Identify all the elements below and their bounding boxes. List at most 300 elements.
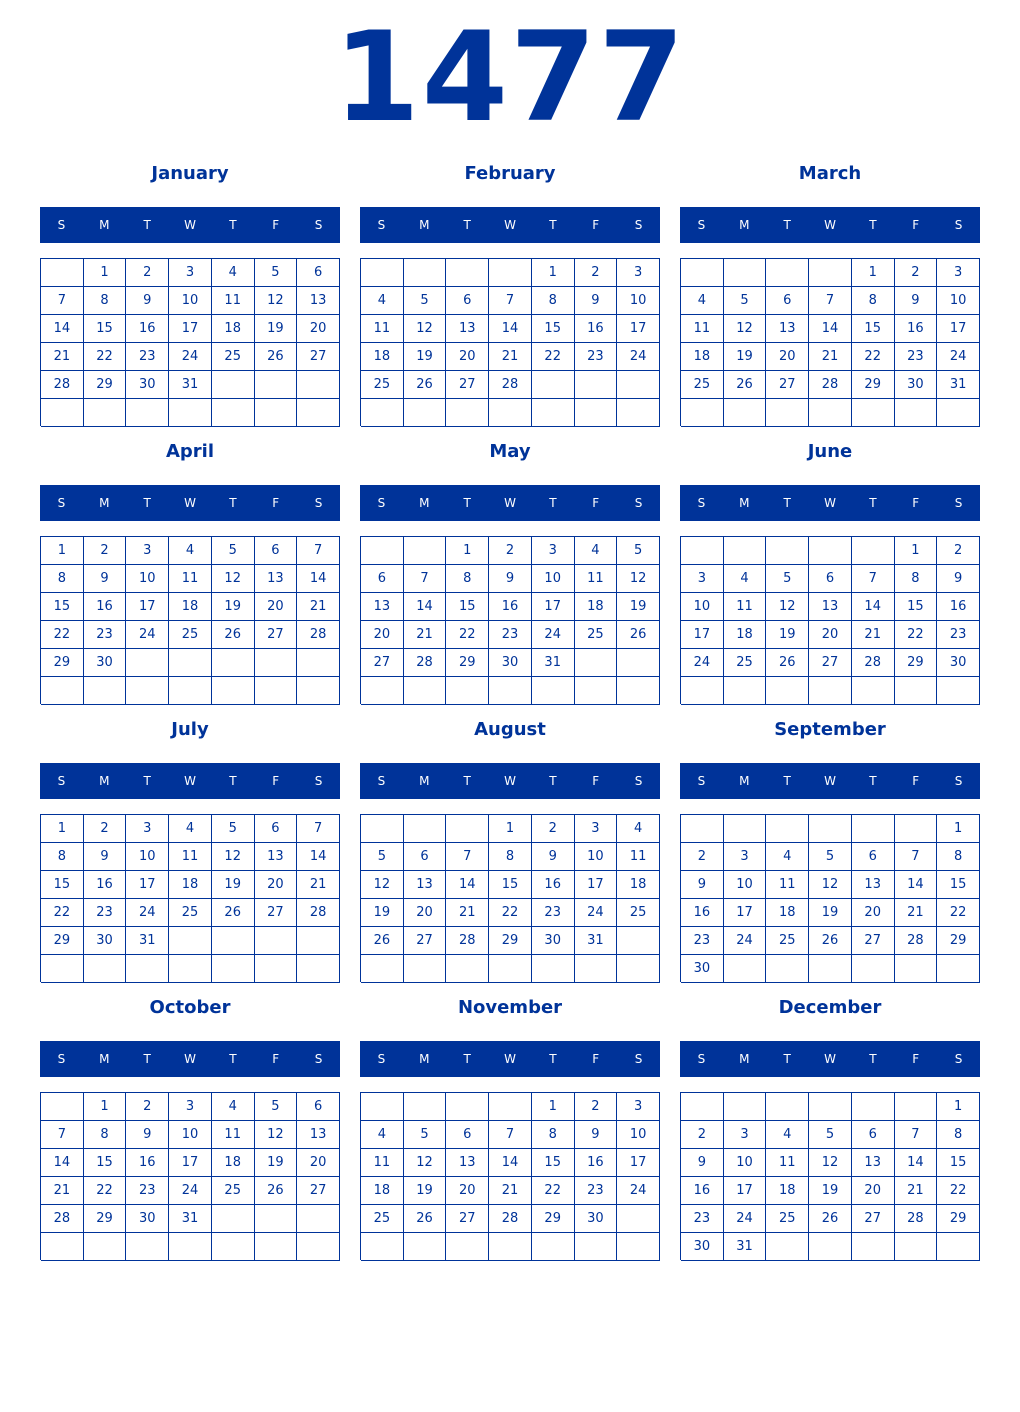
weekday-label: T — [229, 496, 237, 510]
day-cell: 15 — [41, 871, 84, 899]
empty-day-cell — [212, 677, 255, 705]
day-cell: 24 — [169, 1177, 212, 1205]
empty-day-cell — [212, 399, 255, 427]
day-cell: 3 — [724, 843, 767, 871]
day-cell: 7 — [41, 287, 84, 315]
day-cell: 7 — [489, 287, 532, 315]
day-cell: 17 — [126, 593, 169, 621]
day-cell: 11 — [212, 287, 255, 315]
weekday-label: T — [869, 496, 877, 510]
day-cell: 29 — [41, 649, 84, 677]
day-cell: 29 — [41, 927, 84, 955]
month-june — [680, 436, 980, 702]
day-cell: 19 — [809, 1177, 852, 1205]
weekday-header — [680, 485, 980, 521]
day-cell: 8 — [41, 565, 84, 593]
weekday-header — [680, 207, 980, 243]
empty-day-cell — [809, 1093, 852, 1121]
day-cell: 10 — [617, 1121, 660, 1149]
day-cell: 26 — [617, 621, 660, 649]
day-cell: 24 — [937, 343, 980, 371]
empty-day-cell — [404, 399, 447, 427]
empty-day-cell — [84, 677, 127, 705]
day-cell: 30 — [126, 371, 169, 399]
day-cell: 18 — [169, 593, 212, 621]
weekday-label: F — [912, 1052, 920, 1066]
day-cell: 11 — [169, 565, 212, 593]
month-may — [360, 436, 660, 702]
empty-day-cell — [255, 1205, 298, 1233]
weekday-label: M — [99, 218, 110, 232]
empty-day-cell — [724, 677, 767, 705]
day-cell: 16 — [937, 593, 980, 621]
day-cell: 21 — [895, 899, 938, 927]
day-cell: 5 — [809, 843, 852, 871]
empty-day-cell — [809, 677, 852, 705]
weekday-label: S — [697, 774, 706, 788]
weekday-label: F — [272, 496, 280, 510]
day-cell: 26 — [404, 1205, 447, 1233]
day-cell: 21 — [489, 343, 532, 371]
day-cell: 26 — [212, 899, 255, 927]
weekday-label: W — [824, 1052, 836, 1066]
empty-day-cell — [724, 537, 767, 565]
day-cell: 8 — [532, 287, 575, 315]
day-cell: 30 — [681, 1233, 724, 1261]
empty-day-cell — [169, 927, 212, 955]
day-cell: 4 — [361, 287, 404, 315]
day-cell: 2 — [84, 537, 127, 565]
empty-day-cell — [575, 677, 618, 705]
day-cell: 14 — [895, 871, 938, 899]
day-cell: 4 — [617, 815, 660, 843]
day-grid — [680, 536, 980, 704]
day-cell: 2 — [126, 1093, 169, 1121]
day-cell: 1 — [41, 537, 84, 565]
weekday-label: S — [697, 496, 706, 510]
day-cell: 13 — [852, 1149, 895, 1177]
day-cell: 31 — [575, 927, 618, 955]
empty-day-cell — [937, 399, 980, 427]
empty-day-cell — [895, 677, 938, 705]
day-cell: 22 — [532, 343, 575, 371]
day-cell: 13 — [766, 315, 809, 343]
day-cell: 20 — [255, 593, 298, 621]
day-cell: 25 — [766, 1205, 809, 1233]
day-cell: 26 — [255, 343, 298, 371]
day-cell: 20 — [852, 1177, 895, 1205]
day-cell: 26 — [212, 621, 255, 649]
day-cell: 19 — [724, 343, 767, 371]
day-cell: 22 — [84, 1177, 127, 1205]
day-cell: 30 — [84, 649, 127, 677]
day-cell: 10 — [532, 565, 575, 593]
day-cell: 11 — [361, 315, 404, 343]
weekday-label: S — [57, 1052, 66, 1066]
empty-day-cell — [724, 259, 767, 287]
day-cell: 8 — [84, 287, 127, 315]
day-cell: 2 — [895, 259, 938, 287]
day-cell: 28 — [404, 649, 447, 677]
day-cell: 19 — [255, 315, 298, 343]
month-november — [360, 992, 660, 1258]
empty-day-cell — [489, 677, 532, 705]
day-cell: 20 — [297, 1149, 340, 1177]
month-name: April — [165, 441, 215, 462]
day-cell: 3 — [681, 565, 724, 593]
day-cell: 7 — [895, 1121, 938, 1149]
day-cell: 11 — [724, 593, 767, 621]
day-cell: 18 — [361, 343, 404, 371]
day-cell: 17 — [126, 871, 169, 899]
day-cell: 11 — [575, 565, 618, 593]
day-cell: 13 — [255, 565, 298, 593]
day-cell: 5 — [809, 1121, 852, 1149]
day-cell: 3 — [724, 1121, 767, 1149]
day-cell: 16 — [575, 1149, 618, 1177]
empty-day-cell — [724, 955, 767, 983]
day-cell: 29 — [489, 927, 532, 955]
month-name: May — [489, 441, 531, 462]
day-cell: 16 — [84, 593, 127, 621]
weekday-label: W — [184, 218, 196, 232]
day-cell: 10 — [617, 287, 660, 315]
empty-day-cell — [297, 371, 340, 399]
empty-day-cell — [255, 927, 298, 955]
day-cell: 14 — [297, 565, 340, 593]
weekday-label: W — [504, 496, 516, 510]
day-cell: 1 — [895, 537, 938, 565]
day-cell: 21 — [446, 899, 489, 927]
day-cell: 25 — [681, 371, 724, 399]
weekday-label: T — [783, 1052, 791, 1066]
empty-day-cell — [809, 537, 852, 565]
weekday-label: T — [869, 1052, 877, 1066]
day-cell: 25 — [361, 1205, 404, 1233]
day-cell: 24 — [617, 1177, 660, 1205]
empty-day-cell — [489, 399, 532, 427]
day-cell: 15 — [489, 871, 532, 899]
day-cell: 9 — [895, 287, 938, 315]
day-cell: 9 — [84, 565, 127, 593]
month-name: August — [474, 719, 546, 740]
empty-day-cell — [766, 399, 809, 427]
weekday-header — [360, 763, 660, 799]
day-cell: 10 — [937, 287, 980, 315]
month-name: September — [774, 719, 886, 740]
day-cell: 4 — [724, 565, 767, 593]
empty-day-cell — [212, 1233, 255, 1261]
day-cell: 17 — [532, 593, 575, 621]
empty-day-cell — [404, 259, 447, 287]
day-cell: 9 — [126, 1121, 169, 1149]
empty-day-cell — [681, 259, 724, 287]
empty-day-cell — [809, 1233, 852, 1261]
day-cell: 14 — [852, 593, 895, 621]
day-cell: 7 — [41, 1121, 84, 1149]
day-cell: 5 — [404, 1121, 447, 1149]
weekday-label: W — [184, 1052, 196, 1066]
empty-day-cell — [212, 649, 255, 677]
day-cell: 14 — [404, 593, 447, 621]
day-cell: 1 — [937, 815, 980, 843]
day-cell: 30 — [937, 649, 980, 677]
weekday-header — [680, 763, 980, 799]
day-cell: 15 — [84, 1149, 127, 1177]
empty-day-cell — [41, 1093, 84, 1121]
day-cell: 12 — [766, 593, 809, 621]
weekday-label: F — [912, 774, 920, 788]
day-cell: 30 — [489, 649, 532, 677]
weekday-label: T — [143, 774, 151, 788]
day-cell: 13 — [361, 593, 404, 621]
day-cell: 20 — [255, 871, 298, 899]
day-cell: 1 — [41, 815, 84, 843]
empty-day-cell — [532, 955, 575, 983]
day-cell: 28 — [895, 1205, 938, 1233]
day-cell: 8 — [937, 1121, 980, 1149]
day-cell: 31 — [937, 371, 980, 399]
weekday-label: F — [592, 218, 600, 232]
empty-day-cell — [255, 677, 298, 705]
empty-day-cell — [297, 399, 340, 427]
day-cell: 12 — [212, 843, 255, 871]
day-cell: 30 — [84, 927, 127, 955]
day-cell: 23 — [84, 621, 127, 649]
empty-day-cell — [212, 371, 255, 399]
day-cell: 26 — [255, 1177, 298, 1205]
day-cell: 25 — [575, 621, 618, 649]
day-cell: 1 — [937, 1093, 980, 1121]
weekday-label: S — [314, 218, 323, 232]
empty-day-cell — [617, 371, 660, 399]
empty-day-cell — [404, 537, 447, 565]
day-cell: 1 — [852, 259, 895, 287]
weekday-label: T — [549, 218, 557, 232]
day-cell: 1 — [84, 259, 127, 287]
empty-day-cell — [681, 537, 724, 565]
empty-day-cell — [575, 399, 618, 427]
day-cell: 8 — [532, 1121, 575, 1149]
day-cell: 24 — [126, 899, 169, 927]
empty-day-cell — [361, 955, 404, 983]
day-cell: 30 — [681, 955, 724, 983]
day-cell: 19 — [809, 899, 852, 927]
year-title: 1477 — [333, 6, 687, 150]
weekday-label: S — [634, 1052, 643, 1066]
day-cell: 18 — [212, 1149, 255, 1177]
day-cell: 11 — [212, 1121, 255, 1149]
day-cell: 7 — [297, 815, 340, 843]
day-cell: 22 — [895, 621, 938, 649]
weekday-label: S — [634, 218, 643, 232]
empty-day-cell — [41, 399, 84, 427]
day-cell: 16 — [532, 871, 575, 899]
empty-day-cell — [446, 1233, 489, 1261]
day-cell: 8 — [852, 287, 895, 315]
empty-day-cell — [361, 399, 404, 427]
day-cell: 7 — [404, 565, 447, 593]
empty-day-cell — [852, 955, 895, 983]
empty-day-cell — [489, 1093, 532, 1121]
day-cell: 28 — [489, 1205, 532, 1233]
weekday-label: S — [57, 218, 66, 232]
empty-day-cell — [361, 537, 404, 565]
day-cell: 7 — [895, 843, 938, 871]
day-cell: 10 — [681, 593, 724, 621]
weekday-label: S — [57, 496, 66, 510]
weekday-label: F — [272, 218, 280, 232]
day-cell: 21 — [404, 621, 447, 649]
empty-day-cell — [809, 259, 852, 287]
day-cell: 16 — [575, 315, 618, 343]
day-cell: 14 — [41, 315, 84, 343]
day-grid — [680, 1092, 980, 1260]
month-name: January — [151, 163, 229, 184]
empty-day-cell — [617, 1205, 660, 1233]
day-cell: 14 — [41, 1149, 84, 1177]
weekday-label: S — [377, 774, 386, 788]
weekday-header — [680, 1041, 980, 1077]
day-cell: 2 — [575, 1093, 618, 1121]
day-cell: 20 — [297, 315, 340, 343]
day-cell: 15 — [852, 315, 895, 343]
day-cell: 13 — [809, 593, 852, 621]
day-cell: 17 — [617, 315, 660, 343]
month-september — [680, 714, 980, 980]
day-cell: 15 — [446, 593, 489, 621]
month-march — [680, 158, 980, 424]
empty-day-cell — [361, 1233, 404, 1261]
empty-day-cell — [852, 399, 895, 427]
day-grid — [40, 1092, 340, 1260]
day-cell: 26 — [809, 927, 852, 955]
month-july — [40, 714, 340, 980]
empty-day-cell — [446, 815, 489, 843]
day-cell: 21 — [297, 871, 340, 899]
weekday-header — [360, 1041, 660, 1077]
empty-day-cell — [446, 399, 489, 427]
day-cell: 15 — [895, 593, 938, 621]
empty-day-cell — [446, 1093, 489, 1121]
day-cell: 20 — [852, 899, 895, 927]
day-cell: 27 — [809, 649, 852, 677]
weekday-label: M — [419, 218, 430, 232]
day-cell: 17 — [681, 621, 724, 649]
day-cell: 9 — [937, 565, 980, 593]
day-cell: 9 — [575, 287, 618, 315]
empty-day-cell — [297, 1233, 340, 1261]
empty-day-cell — [724, 1093, 767, 1121]
day-grid — [360, 814, 660, 982]
month-name: July — [171, 719, 209, 740]
empty-day-cell — [937, 1233, 980, 1261]
day-cell: 1 — [532, 259, 575, 287]
day-cell: 26 — [766, 649, 809, 677]
day-cell: 1 — [532, 1093, 575, 1121]
weekday-label: F — [272, 774, 280, 788]
months-grid — [40, 158, 980, 1258]
day-cell: 14 — [489, 1149, 532, 1177]
weekday-label: S — [634, 496, 643, 510]
weekday-label: W — [824, 218, 836, 232]
empty-day-cell — [809, 399, 852, 427]
weekday-label: M — [739, 496, 750, 510]
day-cell: 17 — [169, 1149, 212, 1177]
empty-day-cell — [575, 1233, 618, 1261]
weekday-label: T — [549, 1052, 557, 1066]
day-cell: 25 — [766, 927, 809, 955]
day-cell: 4 — [575, 537, 618, 565]
weekday-label: T — [463, 496, 471, 510]
day-cell: 26 — [404, 371, 447, 399]
weekday-label: T — [783, 496, 791, 510]
month-name: February — [464, 163, 556, 184]
weekday-label: T — [143, 496, 151, 510]
day-cell: 17 — [724, 1177, 767, 1205]
day-cell: 28 — [852, 649, 895, 677]
weekday-label: F — [592, 496, 600, 510]
day-cell: 13 — [446, 1149, 489, 1177]
empty-day-cell — [895, 1093, 938, 1121]
empty-day-cell — [255, 371, 298, 399]
day-cell: 28 — [297, 621, 340, 649]
day-cell: 23 — [575, 1177, 618, 1205]
day-cell: 7 — [809, 287, 852, 315]
day-cell: 26 — [809, 1205, 852, 1233]
day-cell: 8 — [84, 1121, 127, 1149]
empty-day-cell — [404, 1093, 447, 1121]
day-cell: 15 — [532, 315, 575, 343]
empty-day-cell — [766, 677, 809, 705]
weekday-label: T — [143, 218, 151, 232]
day-cell: 2 — [84, 815, 127, 843]
weekday-label: F — [592, 774, 600, 788]
weekday-header — [40, 763, 340, 799]
empty-day-cell — [169, 399, 212, 427]
day-cell: 11 — [766, 1149, 809, 1177]
empty-day-cell — [617, 955, 660, 983]
empty-day-cell — [255, 649, 298, 677]
day-cell: 27 — [446, 371, 489, 399]
empty-day-cell — [361, 259, 404, 287]
weekday-label: M — [99, 1052, 110, 1066]
empty-day-cell — [617, 649, 660, 677]
day-cell: 28 — [489, 371, 532, 399]
empty-day-cell — [852, 537, 895, 565]
empty-day-cell — [169, 1233, 212, 1261]
empty-day-cell — [532, 371, 575, 399]
weekday-label: T — [463, 774, 471, 788]
day-cell: 27 — [361, 649, 404, 677]
weekday-label: T — [143, 1052, 151, 1066]
day-cell: 6 — [297, 259, 340, 287]
weekday-label: F — [912, 218, 920, 232]
day-cell: 12 — [255, 1121, 298, 1149]
day-cell: 12 — [809, 871, 852, 899]
day-cell: 12 — [361, 871, 404, 899]
day-cell: 6 — [255, 537, 298, 565]
weekday-label: F — [912, 496, 920, 510]
empty-day-cell — [852, 1093, 895, 1121]
day-cell: 24 — [532, 621, 575, 649]
day-cell: 15 — [937, 871, 980, 899]
day-cell: 31 — [169, 371, 212, 399]
empty-day-cell — [532, 1233, 575, 1261]
day-cell: 24 — [724, 927, 767, 955]
day-cell: 23 — [681, 1205, 724, 1233]
empty-day-cell — [852, 677, 895, 705]
